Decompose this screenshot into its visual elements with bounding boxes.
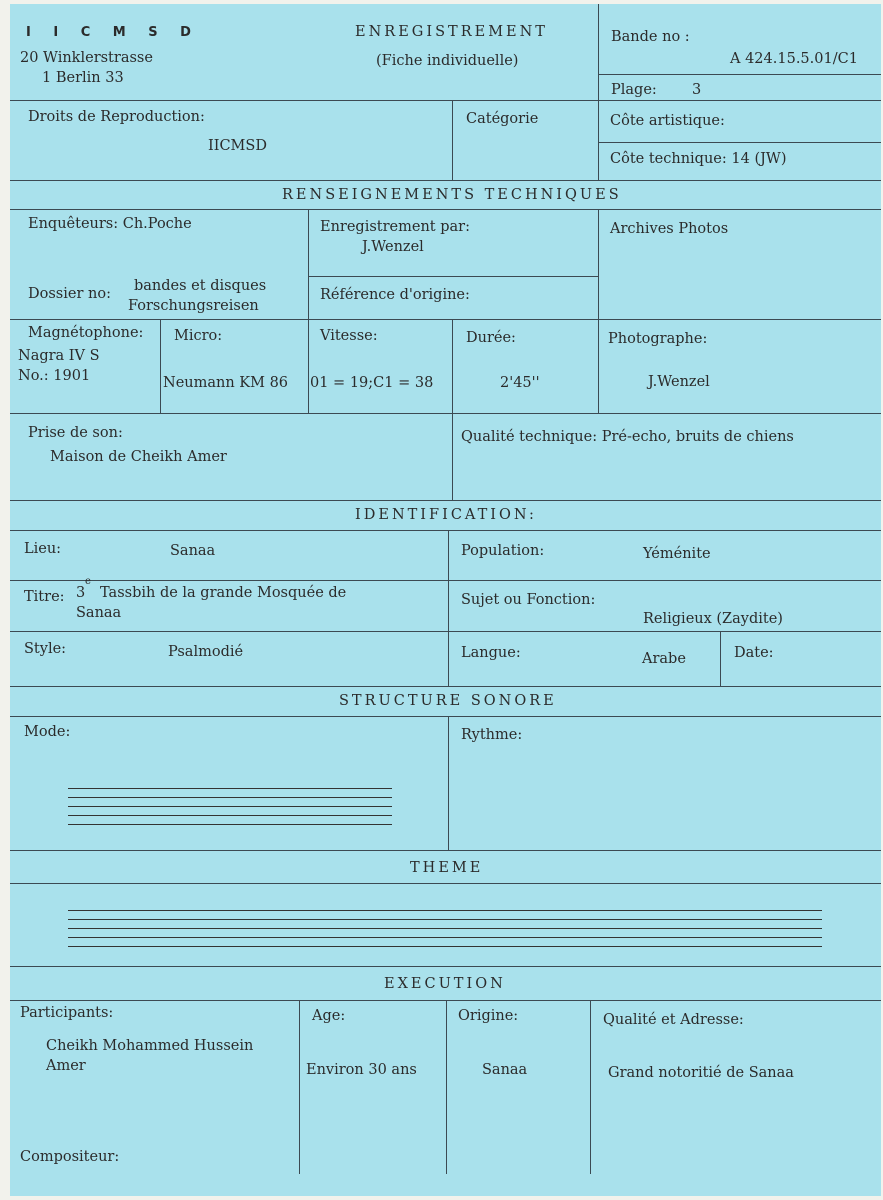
titre-superscript: e <box>85 576 91 587</box>
origine-value: Sanaa <box>482 1062 528 1078</box>
divider <box>452 100 453 180</box>
origine-label: Origine: <box>458 1008 519 1024</box>
qualite-adresse-value: Grand notoritié de Sanaa <box>608 1065 794 1081</box>
prise-value: Maison de Cheikh Amer <box>50 449 227 465</box>
micro-value: Neumann KM 86 <box>163 375 289 391</box>
participants-value-1: Cheikh Mohammed Hussein <box>46 1038 254 1054</box>
sujet-value: Religieux (Zaydite) <box>643 611 783 627</box>
address-line-2: 1 Berlin 33 <box>42 70 124 86</box>
divider <box>10 180 881 181</box>
divider <box>10 530 881 531</box>
mode-label: Mode: <box>24 724 71 740</box>
style-value: Psalmodié <box>168 644 244 660</box>
section-theme-title: THEME <box>410 860 484 876</box>
header-divider <box>598 4 599 100</box>
org-logo: I I C M S D <box>26 25 200 40</box>
photographe-value: J.Wenzel <box>648 374 710 390</box>
divider <box>10 319 881 320</box>
divider <box>10 100 881 101</box>
enregistrement-value: J.Wenzel <box>362 239 424 255</box>
divider <box>446 1000 447 1174</box>
titre-value-1: Tassbih de la grande Mosquée de <box>100 585 347 601</box>
population-label: Population: <box>461 543 545 559</box>
divider <box>598 142 881 143</box>
divider <box>720 631 721 686</box>
divider <box>10 413 881 414</box>
bande-value: A 424.15.5.01/C1 <box>730 51 858 67</box>
qualite-value: Pré-echo, bruits de chiens <box>601 429 794 445</box>
qualite-technique <box>461 428 794 446</box>
duree-label: Durée: <box>466 330 516 346</box>
cote-artistique-label: Côte artistique: <box>610 113 725 129</box>
categorie-label: Catégorie <box>466 111 539 127</box>
divider <box>598 319 599 413</box>
plage-label: Plage: <box>611 82 657 98</box>
divider <box>10 883 881 884</box>
archives-photos-label: Archives Photos <box>610 221 729 237</box>
divider <box>308 276 598 277</box>
sujet-label: Sujet ou Fonction: <box>461 592 596 608</box>
divider <box>598 74 881 75</box>
enregistrement-label: Enregistrement par: <box>320 219 470 235</box>
dossier-value-1: bandes et disques <box>134 278 267 294</box>
divider <box>448 530 449 686</box>
divider <box>452 319 453 413</box>
photographe-label: Photographe: <box>608 331 708 347</box>
magnetophone-label: Magnétophone: <box>28 325 144 341</box>
enqueteurs: Enquêteurs: Ch.Poche <box>28 216 192 232</box>
address-line-1: 20 Winklerstrasse <box>20 50 153 66</box>
lieu-label: Lieu: <box>24 541 62 557</box>
population-value: Yéménite <box>643 546 711 562</box>
divider <box>598 209 599 319</box>
index-card <box>10 4 881 1196</box>
section-technical-title: RENSEIGNEMENTS TECHNIQUES <box>282 187 622 203</box>
qualite-label: Qualité technique: <box>461 429 598 445</box>
titre-label: Titre: <box>24 589 65 605</box>
dossier-label: Dossier no: <box>28 286 111 302</box>
cote-technique: Côte technique: 14 (JW) <box>610 151 787 167</box>
section-execution-title: EXECUTION <box>384 976 506 992</box>
style-label: Style: <box>24 641 67 657</box>
divider <box>10 209 881 210</box>
dossier-value-2: Forschungsreisen <box>128 298 259 314</box>
form-title: ENREGISTREMENT <box>355 24 548 40</box>
titre-value-2: Sanaa <box>76 605 122 621</box>
age-label: Age: <box>312 1008 346 1024</box>
vitesse-value: 01 = 19;C1 = 38 <box>310 375 434 391</box>
magnetophone-value: Nagra IV S <box>18 348 100 364</box>
reference-label: Référence d'origine: <box>320 287 470 303</box>
divider <box>452 413 453 500</box>
bande-label: Bande no : <box>611 29 690 45</box>
divider <box>590 1000 591 1174</box>
droits-label: Droits de Reproduction: <box>28 109 205 125</box>
participants-value-2: Amer <box>46 1058 86 1074</box>
vitesse-label: Vitesse: <box>320 328 378 344</box>
divider <box>448 716 449 850</box>
divider <box>10 631 881 632</box>
micro-label: Micro: <box>174 328 223 344</box>
date-label: Date: <box>734 645 774 661</box>
langue-value: Arabe <box>642 651 686 667</box>
section-structure-title: STRUCTURE SONORE <box>339 693 557 709</box>
participants-label: Participants: <box>20 1005 114 1021</box>
divider <box>308 209 309 413</box>
prise-label: Prise de son: <box>28 425 123 441</box>
qualite-adresse-label: Qualité et Adresse: <box>603 1012 744 1028</box>
lieu-value: Sanaa <box>170 543 216 559</box>
form-subtitle: (Fiche individuelle) <box>376 53 519 69</box>
rythme-label: Rythme: <box>461 727 523 743</box>
duree-value: 2'45'' <box>500 375 540 391</box>
divider <box>10 580 881 581</box>
divider <box>10 716 881 717</box>
titre-number: 3 <box>76 585 86 601</box>
divider <box>10 500 881 501</box>
age-value: Environ 30 ans <box>306 1062 417 1078</box>
droits-value: IICMSD <box>208 138 267 154</box>
divider <box>10 850 881 851</box>
section-identification-title: IDENTIFICATION: <box>355 507 537 523</box>
divider <box>160 319 161 413</box>
divider <box>299 1000 300 1174</box>
divider <box>10 686 881 687</box>
divider <box>10 966 881 967</box>
magnetophone-no: No.: 1901 <box>18 368 91 384</box>
compositeur-label: Compositeur: <box>20 1149 120 1165</box>
divider <box>598 100 599 180</box>
plage-value: 3 <box>692 82 702 98</box>
langue-label: Langue: <box>461 645 521 661</box>
